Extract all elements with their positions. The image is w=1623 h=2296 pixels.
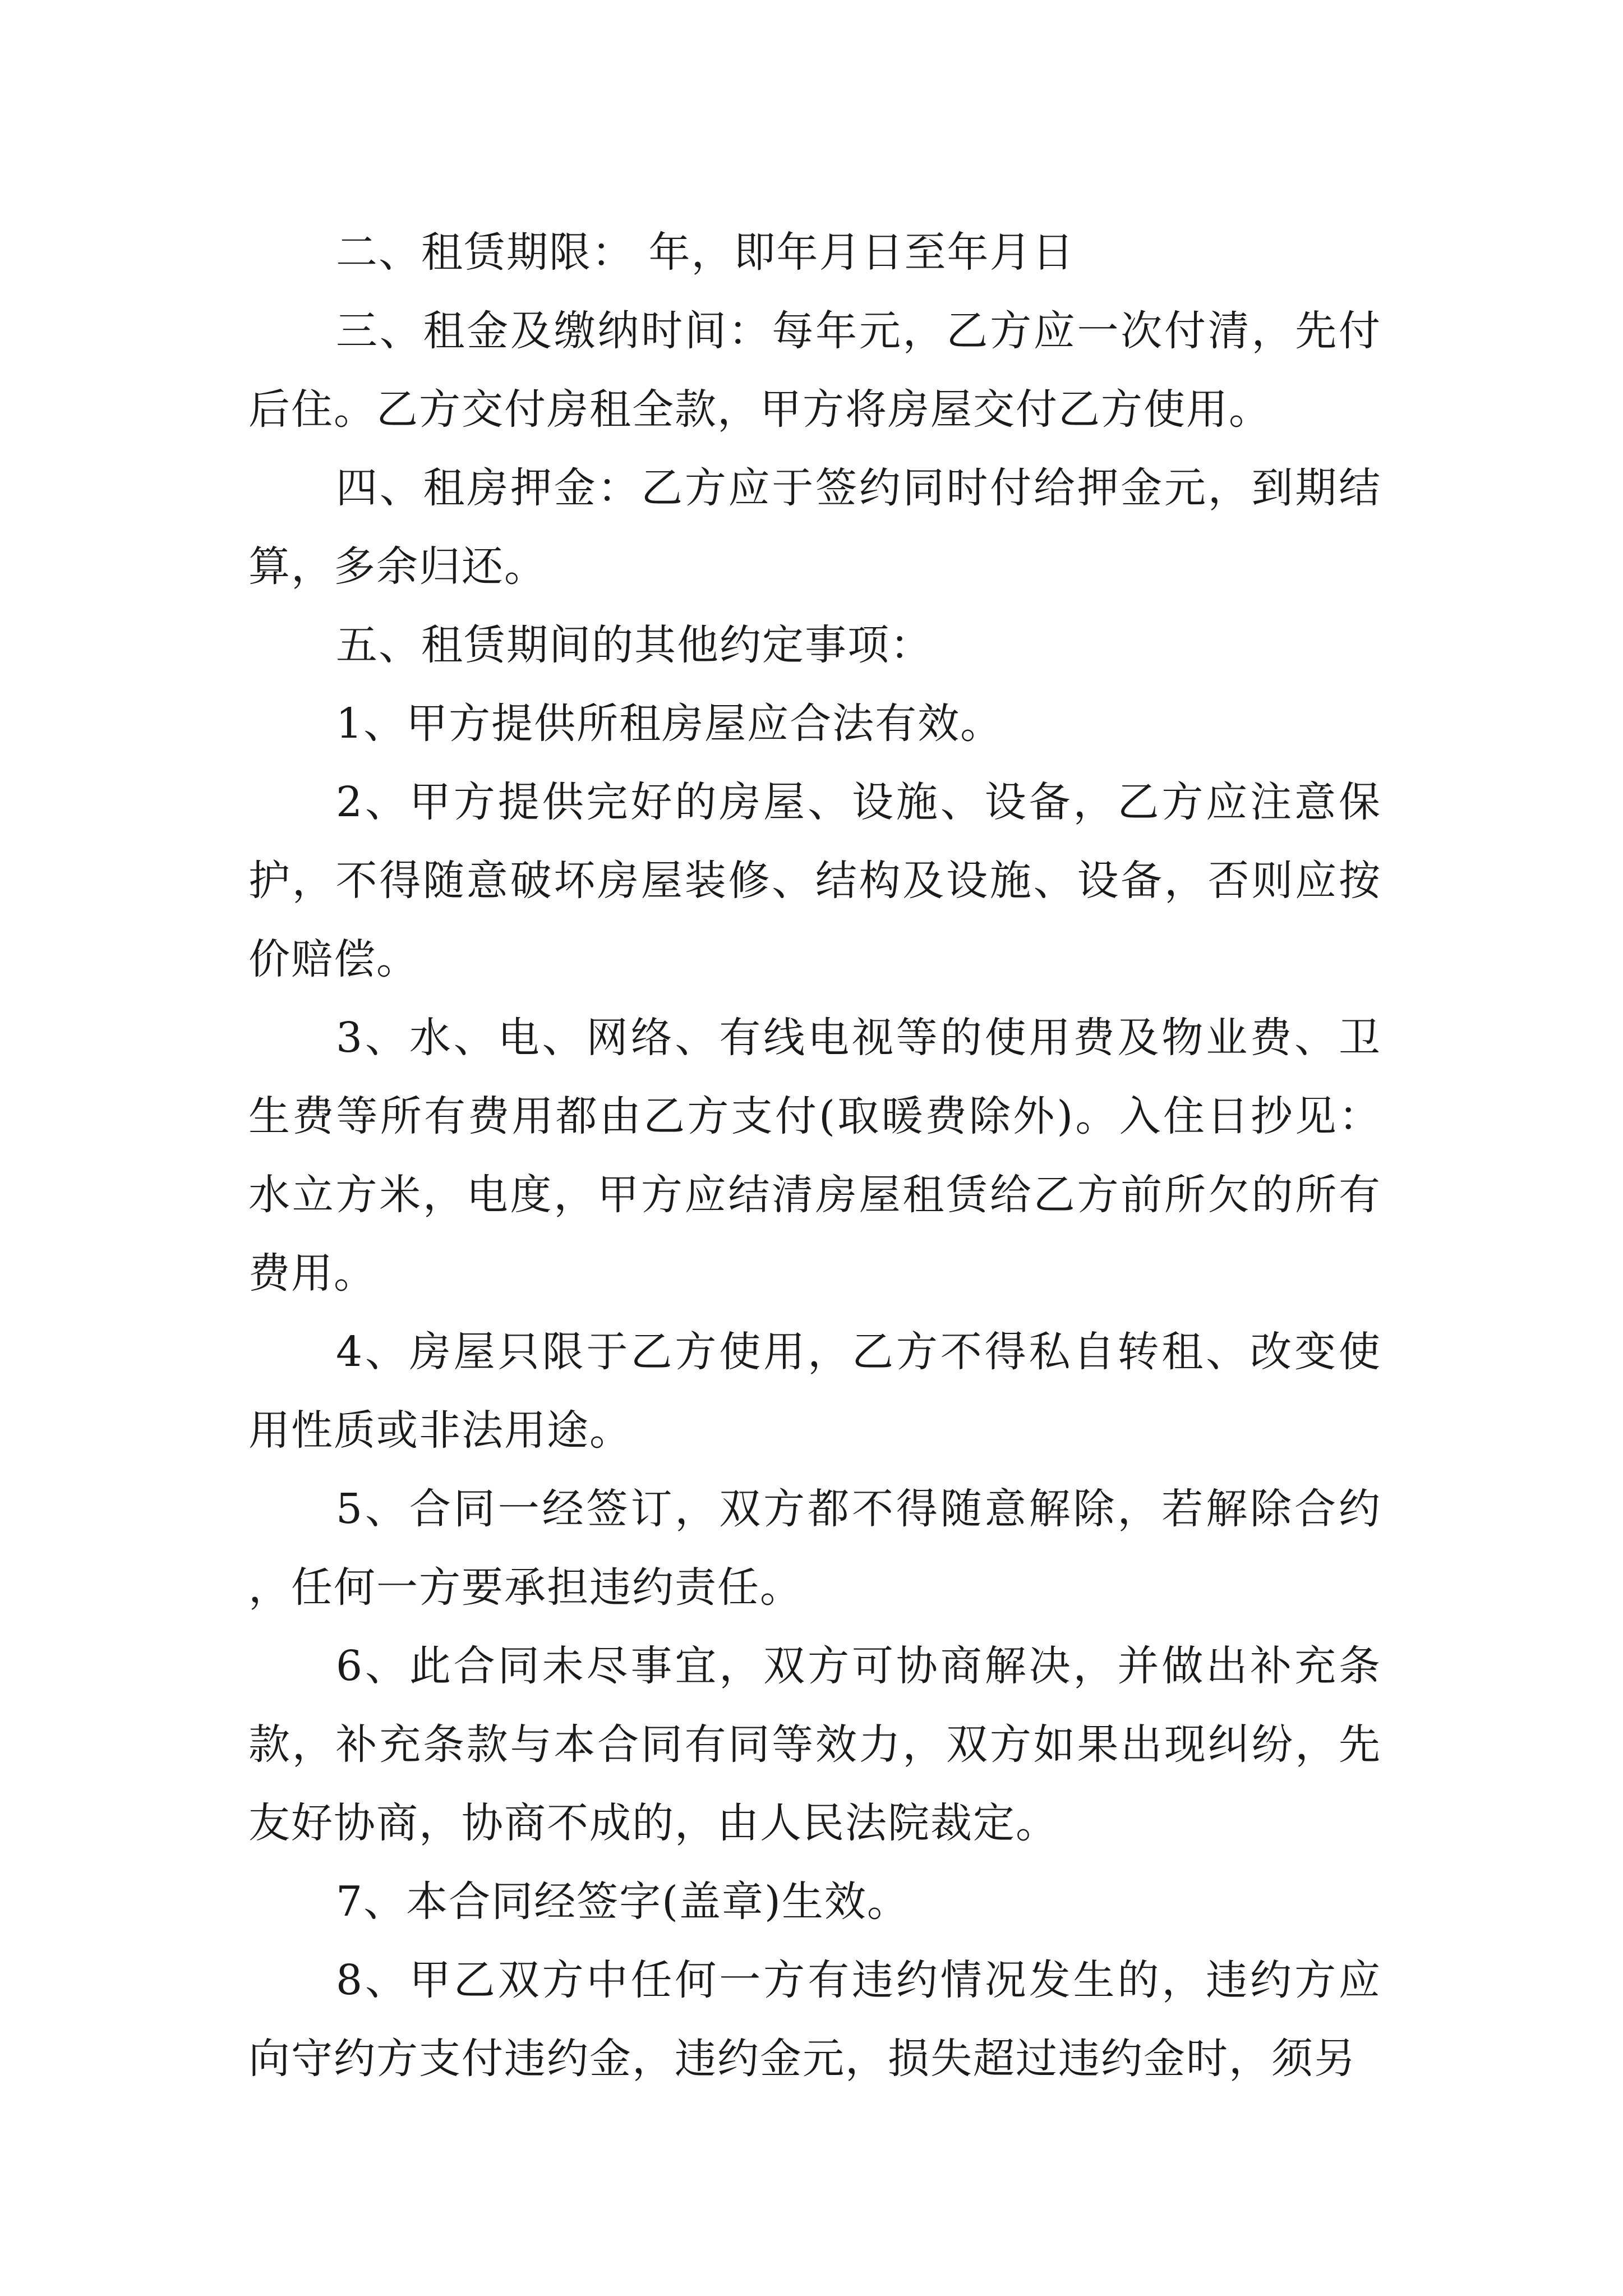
term-item-2: 2、甲方提供完好的房屋、设施、设备，乙方应注意保护，不得随意破坏房屋装修、结构及设施、设备，否则应按价赔偿。 [248,778,1381,983]
term-item-7: 7、本合同经签字(盖章)生效。 [336,1878,910,1926]
term-item-4: 4、房屋只限于乙方使用，乙方不得私自转租、改变使用性质或非法用途。 [248,1328,1381,1455]
term-item-6: 6、此合同未尽事宜，双方可协商解决，并做出补充条款，补充条款与本合同有同等效力，双方如果出现纠纷，先友好协商，协商不成的，由人民法院裁定。 [248,1642,1381,1847]
term-item-1: 1、甲方提供所租房屋应合法有效。 [336,700,1003,748]
clause-other-terms-heading: 五、租赁期间的其他约定事项： [336,621,933,669]
term-item-8: 8、甲乙双方中任何一方有违约情况发生的，违约方应向守约方支付违约金，违约金元，损失超过违约金时，须另 [248,1956,1381,2083]
term-item-5: 5、合同一经签订，双方都不得随意解除，若解除合约，任何一方要承担违约责任。 [248,1485,1381,1612]
document-body [248,213,1381,2098]
clause-rent-payment: 三、租金及缴纳时间：每年元，乙方应一次付清，先付后住。乙方交付房租全款，甲方将房屋交付乙方使用。 [248,307,1381,434]
clause-deposit: 四、租房押金：乙方应于签约同时付给押金元，到期结算，多余归还。 [248,464,1381,591]
clause-lease-term: 二、租赁期限： 年，即年月日至年月日 [336,228,1075,277]
term-item-3: 3、水、电、网络、有线电视等的使用费及物业费、卫生费等所有费用都由乙方支付(取暖费除外)。入住日抄见：水立方米，电度，甲方应结清房屋租赁给乙方前所欠的所有费用。 [248,1014,1381,1297]
